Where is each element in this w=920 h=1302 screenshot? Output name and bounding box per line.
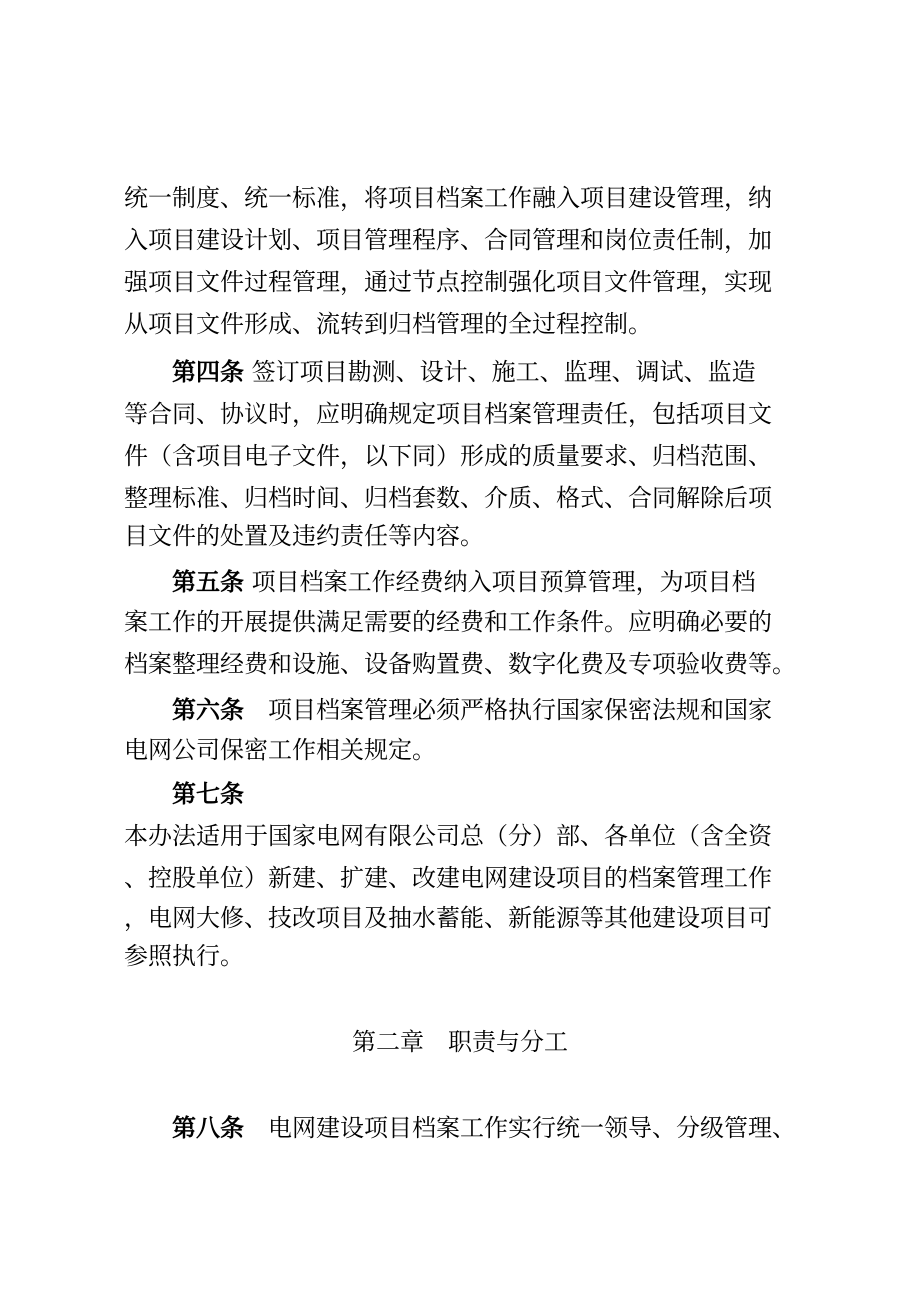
article-5-line-2: 案工作的开展提供满足需要的经费和工作条件。应明确必要的 (124, 608, 772, 636)
article-8-text: 电网建设项目档案工作实行统一领导、分级管理、 (268, 1114, 796, 1142)
article-6-first-line (172, 694, 772, 726)
article-7-line-1: 本办法适用于国家电网有限公司总（分）部、各单位（含全资 (124, 822, 772, 850)
article-7-title: 第七条 (172, 780, 244, 808)
para1-line-3: 强项目文件过程管理，通过节点控制强化项目文件管理，实现 (124, 268, 772, 296)
article-4-line-5: 目文件的处置及违约责任等内容。 (124, 522, 484, 550)
article-5-first-line (172, 566, 756, 598)
article-7-line-3: ，电网大修、技改项目及抽水蓄能、新能源等其他建设项目可 (124, 904, 772, 932)
article-4-title: 第四条 (172, 358, 244, 386)
article-6-line-2: 电网公司保密工作相关规定。 (124, 736, 436, 764)
article-5-line-3: 档案整理经费和设施、设备购置费、数字化费及专项验收费等。 (124, 650, 796, 678)
para1-line-2: 入项目建设计划、项目管理程序、合同管理和岗位责任制，加 (124, 226, 772, 254)
para1-line-1: 统一制度、统一标准，将项目档案工作融入项目建设管理，纳 (124, 184, 772, 212)
article-4-first-line (172, 356, 756, 388)
article-6-text: 项目档案管理必须严格执行国家保密法规和国家 (268, 696, 772, 724)
para1-line-4: 从项目文件形成、流转到归档管理的全过程控制。 (124, 310, 652, 338)
article-4-line-4: 整理标准、归档时间、归档套数、介质、格式、合同解除后项 (124, 484, 772, 512)
article-4-line-3: 件（含项目电子文件，以下同）形成的质量要求、归档范围、 (124, 442, 772, 470)
article-7-line-4: 参照执行。 (124, 942, 244, 970)
article-4-text: 签订项目勘测、设计、施工、监理、调试、监造 (251, 358, 756, 386)
article-5-text: 项目档案工作经费纳入项目预算管理，为项目档 (251, 568, 756, 596)
article-8-title: 第八条 (172, 1114, 244, 1142)
article-5-title: 第五条 (172, 568, 244, 596)
chapter-2-heading: 第二章 职责与分工 (352, 1028, 568, 1056)
article-4-line-2: 等合同、协议时，应明确规定项目档案管理责任，包括项目文 (124, 400, 772, 428)
article-6-title: 第六条 (172, 696, 244, 724)
article-7-line-2: 、控股单位）新建、扩建、改建电网建设项目的档案管理工作 (124, 864, 772, 892)
article-8-first-line (172, 1112, 796, 1144)
